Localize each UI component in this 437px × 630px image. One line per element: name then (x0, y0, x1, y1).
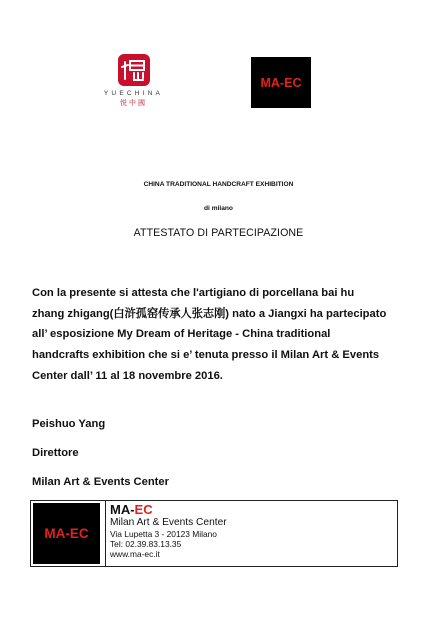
document-title: ATTESTATO DI PARTECIPAZIONE (133, 227, 304, 239)
certificate-body (32, 283, 412, 387)
exhibition-city: di milano (204, 205, 233, 212)
exhibition-title: CHINA TRADITIONAL HANDCRAFT EXHIBITION (143, 181, 294, 188)
maec-logo-footer (33, 503, 100, 564)
maec-logo-footer-text: MA-EC (44, 526, 89, 541)
footer-brand-part-b: EC (134, 502, 153, 517)
footer-org-name: Milan Art & Events Center (110, 517, 227, 528)
footer-contact-box (30, 500, 398, 567)
body-line: Con la presente si attesta che l'artigiano di porcellana bai hu (32, 287, 355, 299)
body-line: all’ esposizione My Dream of Heritage - China traditional (32, 328, 331, 341)
footer-website[interactable]: www.ma-ec.it (110, 549, 160, 559)
body-line: handcrafts exhibition che si e’ tenuta presso il Milan Art & Events (32, 349, 380, 362)
signatory-org: Milan Art & Events Center (32, 476, 169, 488)
signatory-role: Direttore (32, 447, 79, 459)
yuechina-text-en: YUECHINA (103, 90, 164, 97)
maec-logo-text: MA-EC (260, 75, 302, 90)
body-line: Center dall’ 11 al 18 novembre 2016. (32, 369, 223, 382)
footer-info (110, 503, 227, 559)
footer-address: Via Lupetta 3 - 20123 Milano (110, 529, 217, 539)
yuechina-logo (89, 52, 178, 112)
yuechina-text-zh: 悦中國 (120, 100, 147, 107)
signatory-name: Peishuo Yang (32, 418, 106, 430)
footer-brand-part-a: MA- (110, 502, 135, 517)
footer-divider (105, 501, 106, 566)
footer-phone: Tel: 02.39.83.13.35 (110, 539, 182, 549)
yuechina-mark-icon (116, 52, 152, 88)
footer-brand (110, 503, 227, 517)
body-line: zhang zhigang(白浒孤窑传承人张志刚) nato a Jiangxi ha partecipato (32, 307, 387, 320)
maec-logo-top (251, 57, 311, 108)
